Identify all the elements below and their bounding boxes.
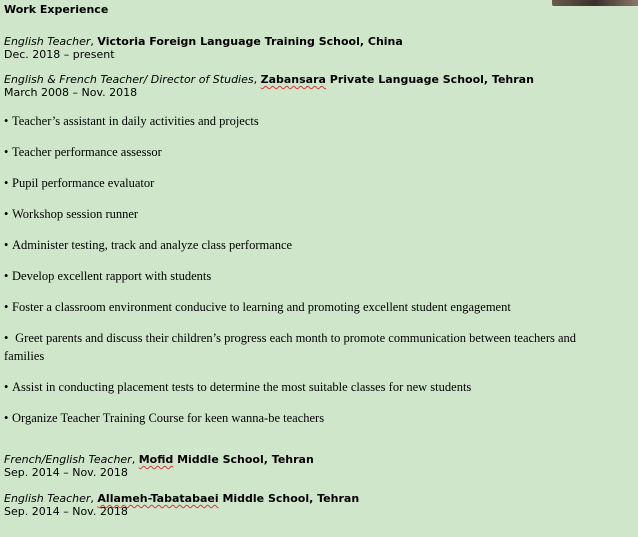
- job-entry-mofid: [4, 453, 634, 479]
- bullet-icon: •: [4, 269, 9, 283]
- job-title-line: [4, 35, 634, 48]
- job-organization-rest: Middle School, Tehran: [218, 492, 360, 505]
- job-organization: [261, 73, 534, 86]
- duty-text: Assist in conducting placement tests to determine the most suitable classes for new students: [12, 380, 472, 394]
- job-organization: [97, 492, 359, 505]
- job-title-line: [4, 492, 634, 505]
- duty-text: Administer testing, track and analyze class performance: [12, 238, 293, 252]
- job-entry-victoria: [4, 35, 634, 61]
- section-heading: Work Experience: [4, 3, 109, 16]
- duty-text: Foster a classroom environment conducive to learning and promoting excellent student engagement: [12, 300, 511, 314]
- job-title-line: [4, 73, 634, 86]
- duty-item: [4, 112, 616, 130]
- bullet-icon: •: [4, 331, 9, 345]
- job-dates: Sep. 2014 – Nov. 2018: [4, 466, 128, 479]
- job-separator: ,: [90, 492, 98, 505]
- bullet-icon: •: [4, 380, 9, 394]
- duty-item: [4, 143, 616, 161]
- duty-text: Teacher’s assistant in daily activities and projects: [12, 114, 259, 128]
- duty-item: [4, 378, 616, 396]
- duty-text: Pupil performance evaluator: [12, 176, 155, 190]
- job-role: English & French Teacher/ Director of Studies: [4, 73, 254, 86]
- duty-text: Workshop session runner: [12, 207, 139, 221]
- duty-item: [4, 409, 616, 427]
- duty-item: [4, 329, 616, 365]
- job-role: English Teacher: [4, 35, 91, 48]
- job-entry-allameh: [4, 492, 634, 518]
- job-dates: March 2008 – Nov. 2018: [4, 86, 138, 99]
- spellcheck-flagged-word[interactable]: Allameh-Tabatabaei: [97, 492, 219, 505]
- duties-list: [4, 112, 616, 440]
- job-separator: ,: [253, 73, 261, 86]
- job-title-line: [4, 453, 634, 466]
- duty-text: Teacher performance assessor: [12, 145, 162, 159]
- bullet-icon: •: [4, 145, 9, 159]
- job-organization-rest: Middle School, Tehran: [173, 453, 314, 466]
- bullet-icon: •: [4, 238, 9, 252]
- spellcheck-flagged-word[interactable]: Zabansara: [260, 73, 326, 86]
- duty-item: [4, 298, 616, 316]
- job-role: English Teacher: [4, 492, 91, 505]
- bullet-icon: •: [4, 114, 9, 128]
- spellcheck-flagged-word[interactable]: Mofid: [138, 453, 174, 466]
- job-organization-rest: Private Language School, Tehran: [325, 73, 534, 86]
- job-organization: Victoria Foreign Language Training School, China: [97, 35, 403, 48]
- job-role: French/English Teacher: [4, 453, 132, 466]
- duty-item: [4, 174, 616, 192]
- duty-item: [4, 205, 616, 223]
- bullet-icon: •: [4, 176, 9, 190]
- job-entry-zabansara: [4, 73, 634, 99]
- job-organization: [139, 453, 314, 466]
- profile-photo-edge: [552, 0, 638, 6]
- duty-text: Greet parents and discuss their children’s progress each month to promote communication between teachers and families: [4, 331, 580, 363]
- job-separator: ,: [90, 35, 98, 48]
- job-dates: Sep. 2014 – Nov. 2018: [4, 505, 128, 518]
- bullet-icon: •: [4, 300, 9, 314]
- job-dates: Dec. 2018 – present: [4, 48, 115, 61]
- bullet-icon: •: [4, 411, 9, 425]
- bullet-icon: •: [4, 207, 9, 221]
- duty-text: Develop excellent rapport with students: [12, 269, 212, 283]
- duty-item: [4, 236, 616, 254]
- duty-item: [4, 267, 616, 285]
- duty-text: Organize Teacher Training Course for keen wanna-be teachers: [12, 411, 325, 425]
- job-separator: ,: [131, 453, 139, 466]
